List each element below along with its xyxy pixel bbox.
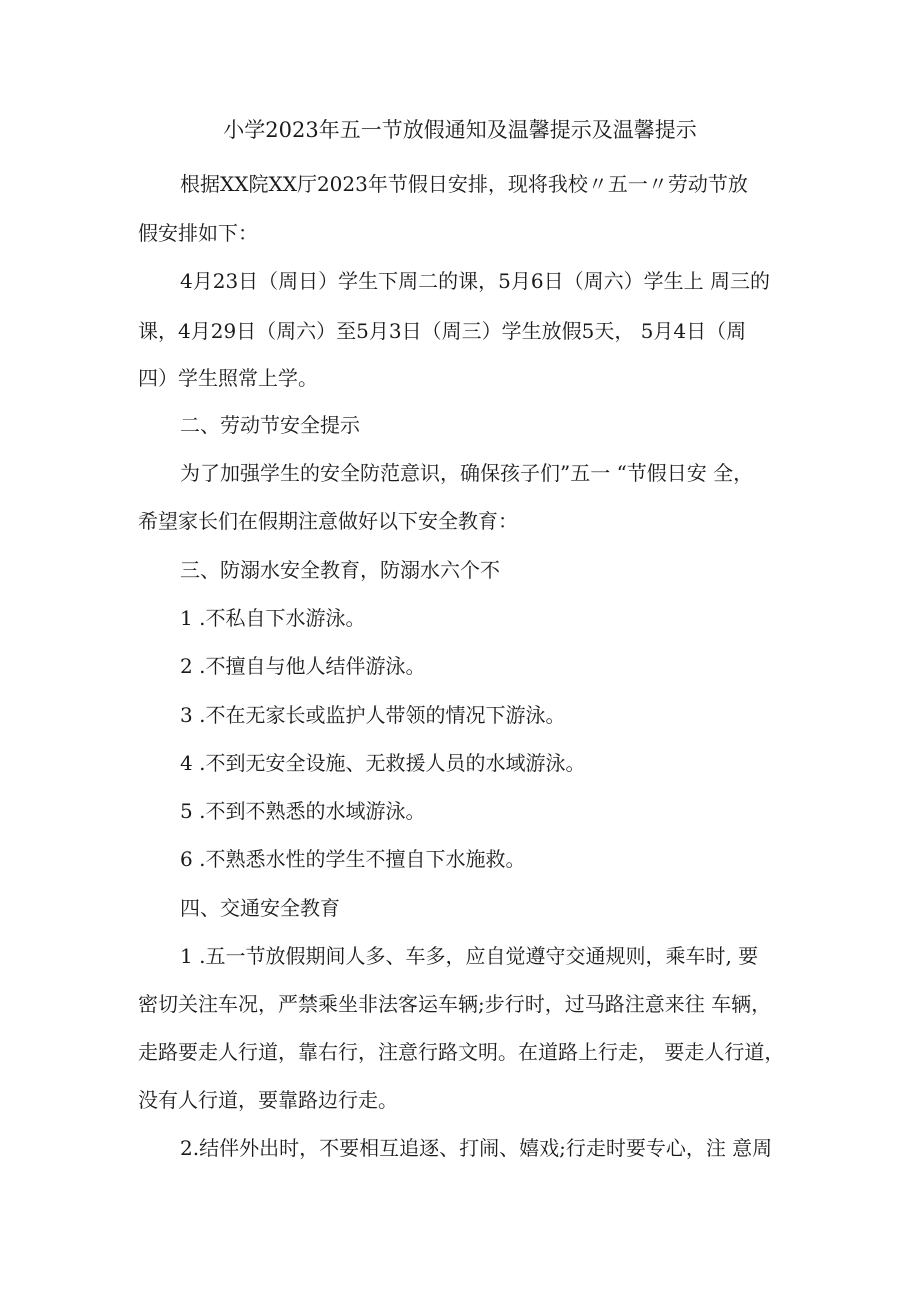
paragraph-line: 走路要走人行道，靠右行，注意行路文明。在道路上行走， 要走人行道， (138, 1040, 785, 1064)
list-item: 1 .不私自下水游泳。 (180, 606, 366, 630)
document-title: 小学2023年五一节放假通知及温馨提示及温馨提示 (223, 118, 697, 142)
section-heading: 四、交通安全教育 (180, 896, 340, 920)
paragraph-line: 没有人行道，要靠路边行走。 (138, 1088, 398, 1112)
list-item: 6 .不熟悉水性的学生不擅自下水施救。 (180, 847, 526, 871)
list-item: 3 .不在无家长或监护人带领的情况下游泳。 (180, 703, 566, 727)
paragraph-line: 课，4月29日（周六）至5月3日（周三）学生放假5天， 5月4日（周 (138, 319, 747, 343)
list-item: 2 .不擅自与他人结伴游泳。 (180, 654, 426, 678)
paragraph-line: 1 .五一节放假期间人多、车多，应自觉遵守交通规则，乘车时, 要 (180, 944, 759, 968)
paragraph-line: 四）学生照常上学。 (138, 366, 318, 390)
paragraph-line: 希望家长们在假期注意做好以下安全教育： (138, 509, 518, 533)
paragraph-line: 密切关注车况，严禁乘坐非法客运车辆;步行时，过马路注意来往 车辆， (138, 992, 772, 1016)
list-item: 4 .不到无安全设施、无救援人员的水域游泳。 (180, 751, 586, 775)
paragraph-line: 4月23日（周日）学生下周二的课，5月6日（周六）学生上 周三的 (180, 269, 770, 293)
paragraph-line: 假安排如下： (138, 221, 258, 245)
section-heading: 二、劳动节安全提示 (180, 413, 360, 437)
paragraph-line: 为了加强学生的安全防范意识，确保孩子们”五一 “节假日安 全， (180, 461, 754, 485)
paragraph-line: 2.结伴外出时，不要相互追逐、打闹、嬉戏;行走时要专心，注 意周 (180, 1136, 773, 1160)
list-item: 5 .不到不熟悉的水域游泳。 (180, 799, 426, 823)
section-heading: 三、防溺水安全教育，防溺水六个不 (180, 558, 500, 582)
paragraph-line: 根据XX院XX厅2023年节假日安排，现将我校〃五一〃劳动节放 (180, 172, 748, 196)
